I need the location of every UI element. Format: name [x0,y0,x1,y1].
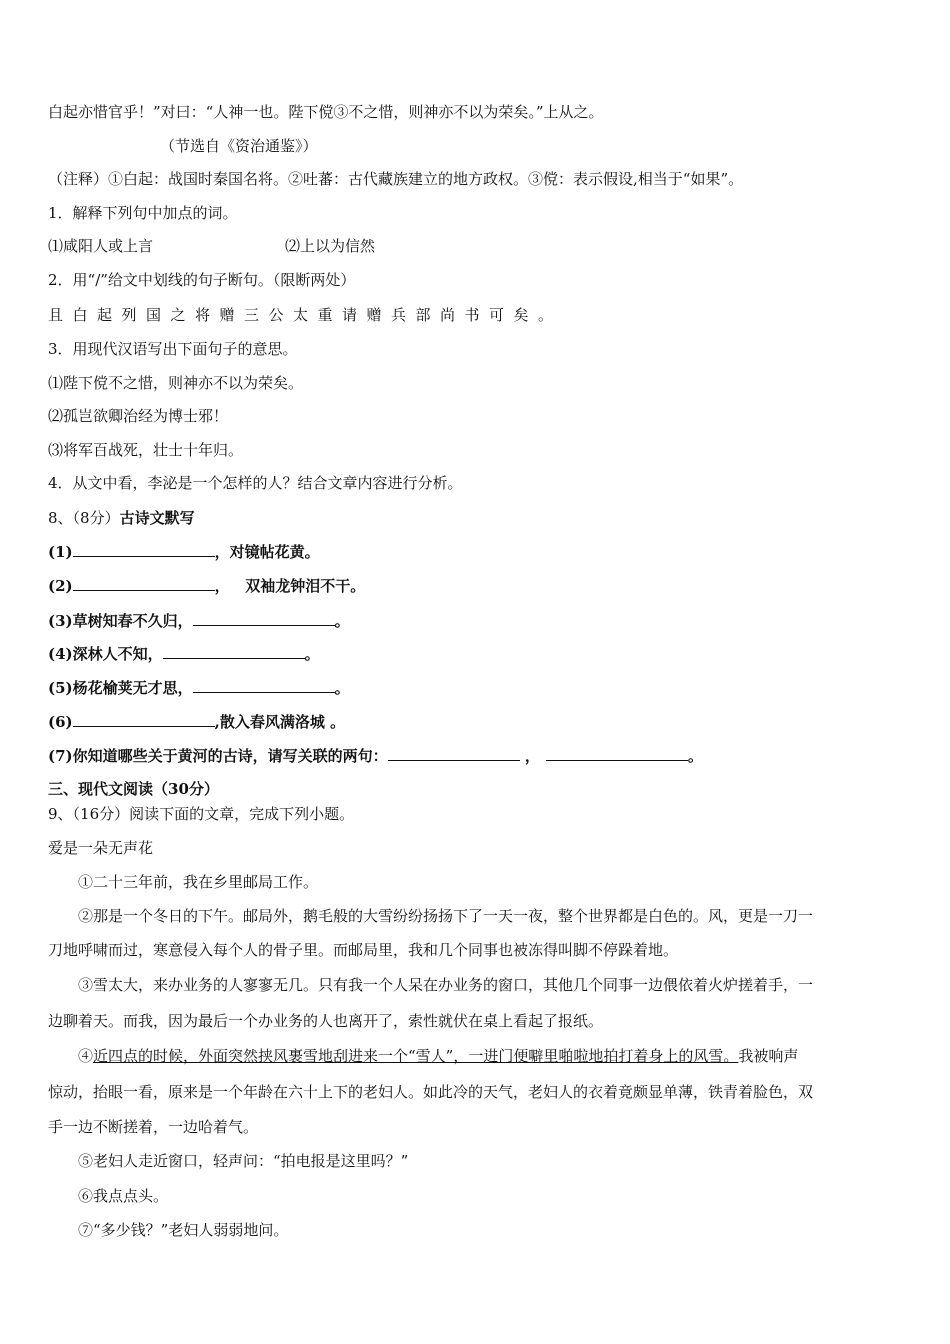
poem-line-4 [48,643,320,664]
paragraph-6: ⑥我点点头。 [78,1187,169,1205]
poem-line-6 [48,711,345,732]
question-1: 1．解释下列句中加点的词。 [48,204,238,222]
poem-text: (5)杨花榆荚无才思， [48,679,193,697]
poem-end: 。 [334,679,350,697]
question-4: 4．从文中看，李泌是一个怎样的人？结合文章内容进行分析。 [48,474,463,492]
answer-blank[interactable] [388,745,520,761]
question-9: 9、（16分）阅读下面的文章，完成下列小题。 [48,805,355,823]
poem-text: ,散入春风满洛城 。 [214,713,346,731]
text-line: 白起亦惜官乎！”对曰：“人神一也。陛下傥③不之惜，则神亦不以为荣矣。”上从之。 [48,103,604,121]
poem-end: 。 [304,645,320,663]
paragraph-4-line-3: 手一边不断搓着，一边哈着气。 [48,1118,259,1136]
poem-text: ，对镜帖花黄。 [214,543,320,561]
poem-line-5 [48,677,350,698]
paragraph-2-line-1: ②那是一个冬日的下午。邮局外，鹅毛般的大雪纷纷扬扬下了一天一夜，整个世界都是白色的。风，更是一刀一 [78,907,814,925]
paragraph-3-line-2: 边聊着天。而我，因为最后一个办业务的人也离开了，索性就伏在桌上看起了报纸。 [48,1012,604,1030]
annotation-note: （注释）①白起：战国时秦国名将。②吐蕃：古代藏族建立的地方政权。③傥：表示假设,相当于“如果”。 [48,170,744,188]
paragraph-7: ⑦“多少钱？”老妇人弱弱地问。 [78,1221,289,1239]
paragraph-1: ①二十三年前，我在乡里邮局工作。 [78,873,319,891]
answer-blank[interactable] [163,643,305,659]
poem-line-3 [48,610,350,631]
question-8-number: 8、（8分） [48,509,120,527]
article-title: 爱是一朵无声花 [48,839,154,857]
poem-number: (1) [48,543,73,561]
answer-blank[interactable] [73,575,215,591]
poem-end: 。 [334,612,350,630]
answer-blank[interactable] [546,745,688,761]
poem-number: (6) [48,713,73,731]
poem-text: ， 双袖龙钟泪不干。 [214,577,366,595]
paragraph-2-line-2: 刀地呼啸而过，寒意侵入每个人的骨子里。而邮局里，我和几个同事也被冻得叫脚不停跺着地。 [48,941,679,959]
answer-blank[interactable] [73,711,215,727]
poem-text: (3)草树知春不久归， [48,612,193,630]
paragraph-3-line-1: ③雪太大，来办业务的人寥寥无几。只有我一个人呆在办业务的窗口，其他几个同事一边偎依着火炉搓着手，一 [78,976,814,994]
source-citation: （节选自《资治通鉴》） [160,137,318,155]
poem-text: (7)你知道哪些关于黄河的古诗，请写关联的两句： [48,747,388,765]
question-3c: ⑶将军百战死，壮士十年归。 [48,441,244,459]
question-3b: ⑵孤岂欲卿治经为博士邪！ [48,407,229,425]
question-2: 2．用“/”给文中划线的句子断句。（限断两处） [48,271,356,289]
question-8-heading [48,508,195,528]
question-3: 3．用现代汉语写出下面句子的意思。 [48,340,298,358]
answer-blank[interactable] [73,541,215,557]
answer-blank[interactable] [193,677,335,693]
underlined-sentence: 近四点的时候，外面突然挟风裹雪地刮进来一个“雪人”，一进门便噼里啪啦地拍打着身上的风雪。 [93,1047,739,1065]
poem-line-1 [48,541,320,562]
paragraph-5: ⑤老妇人走近窗口，轻声问：“拍电报是这里吗？” [78,1152,409,1170]
answer-blank[interactable] [193,610,335,626]
poem-text: (4)深林人不知， [48,645,163,663]
paragraph-text: 我被响声 [738,1047,799,1065]
question-1b: ⑵上以为信然 [285,237,376,255]
poem-separator: ， [519,747,540,765]
poem-end: 。 [687,747,703,765]
poem-number: (2) [48,577,73,595]
question-2-text: 且白起列国之将赠三公太重请赠兵部尚书可矣。 [48,306,563,324]
question-3a: ⑴陛下傥不之惜，则神亦不以为荣矣。 [48,374,304,392]
paragraph-4-line-2: 惊动，抬眼一看，原来是一个年龄在六十上下的老妇人。如此冷的天气，老妇人的衣着竟颇显单薄，铁青着脸色，双 [48,1083,814,1101]
question-8-title: 古诗文默写 [119,509,195,527]
poem-line-2 [48,575,365,596]
paragraph-4-line-1 [78,1046,798,1066]
poem-line-7 [48,745,703,766]
paragraph-number: ④ [78,1047,94,1065]
question-1a: ⑴咸阳人或上言 [48,237,154,255]
section-3-title: 三、现代文阅读（30分） [48,780,219,798]
